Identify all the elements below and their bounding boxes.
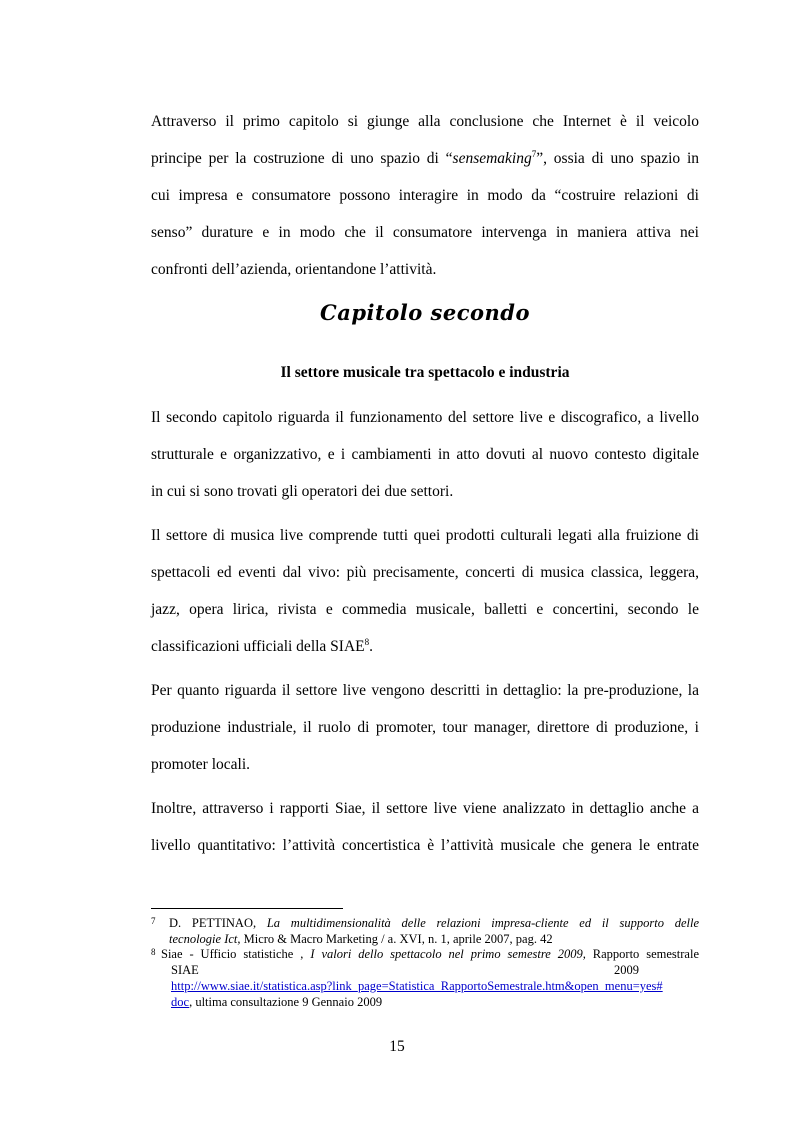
text-line: principe per la costruzione di uno spazio di “sensemaking$^7$”, ossia di uno spazio in: [151, 149, 699, 167]
text-line: livello quantitativo: l’attività concertistica è l’attività musicale che genera le entrate: [151, 837, 699, 854]
body-paragraph-2: [151, 517, 699, 665]
text-line: in cui si sono trovati gli operatori dei due settori.: [151, 483, 454, 500]
text-line: promoter locali.: [151, 756, 250, 773]
body-paragraph-4: [151, 790, 699, 864]
text-line: senso” durature e in modo che il consumatore intervenga in maniera attiva nei: [151, 224, 699, 241]
footnote-ref-8: 8: [364, 637, 370, 647]
text-line: spettacoli ed eventi dal vivo: più precisamente, concerti di musica classica, leggera,: [151, 564, 699, 581]
text-line: strutturale e organizzativo, e i cambiamenti in atto dovuti al nuovo contesto digitale: [151, 446, 699, 463]
body-paragraph-3: [151, 672, 699, 783]
text-line: Il settore di musica live comprende tutti quei prodotti culturali legati alla fruizione di: [151, 527, 699, 544]
intro-paragraph: [151, 103, 699, 288]
text-line: classificazioni ufficiali della SIAE$^8$.: [151, 637, 373, 655]
text-line: Attraverso il primo capitolo si giunge alla conclusione che Internet è il veicolo: [151, 113, 699, 130]
text-line: Inoltre, attraverso i rapporti Siae, il settore live viene analizzato in dettaglio anche a: [151, 800, 699, 817]
text-line: produzione industriale, il ruolo di promoter, tour manager, direttore di produzione, i: [151, 719, 699, 736]
sensemaking-term: sensemaking: [452, 150, 532, 167]
footnote-8: 8 Siae - Ufficio statistiche , I valori dello spettacolo nel primo semestre 2009, Rapporto semestrale SIAE 2009 http://www.siae.it/statistica.asp?link_page=Statistica_RapportoSemestrale.htm&open_menu=yes# doc, ultima consultazione 9 Gennaio 2009: [151, 947, 699, 1009]
footnote-number: 8: [151, 947, 156, 957]
text-line: Per quanto riguarda il settore live vengono descritti in dettaglio: la pre-produzione, la: [151, 682, 699, 699]
body-paragraph-1: [151, 399, 699, 510]
text-line: Il secondo capitolo riguarda il funzionamento del settore live e discografico, a livello: [151, 409, 699, 426]
footnote-ref-7: 7: [531, 149, 537, 159]
footnote-separator: [151, 908, 343, 909]
text-line: cui impresa e consumatore possono interagire in modo da “costruire relazioni di: [151, 187, 699, 204]
footnote-7: 7 D. PETTINAO, La multidimensionalità delle relazioni impresa-cliente ed il supporto delle tecnologie Ict, Micro & Macro Marketing / a. XVI, n. 1, aprile 2007, pag. 42: [151, 916, 699, 946]
siae-statistics-link-cont[interactable]: doc: [171, 995, 190, 1009]
text-line: jazz, opera lirica, rivista e commedia musicale, balletti e concertini, secondo le: [151, 601, 699, 618]
siae-statistics-link[interactable]: http://www.siae.it/statistica.asp?link_page=Statistica_RapportoSemestrale.htm&open_menu=yes#: [171, 979, 663, 993]
footnote-number: 7: [151, 916, 156, 926]
section-title: Il settore musicale tra spettacolo e industria: [280, 364, 570, 381]
page-number: 15: [389, 1038, 405, 1055]
text-line: confronti dell’azienda, orientandone l’attività.: [151, 261, 437, 278]
chapter-title: Capitolo secondo: [320, 300, 530, 325]
